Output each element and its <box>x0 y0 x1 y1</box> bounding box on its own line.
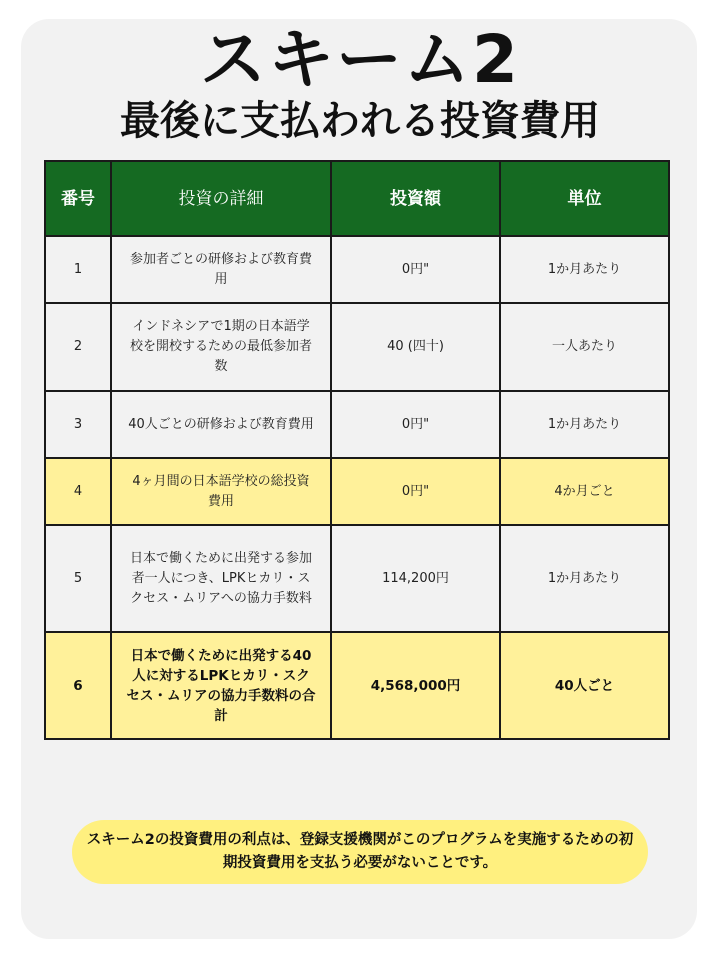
row-number: 5 <box>45 525 111 632</box>
row-number: 4 <box>45 458 111 525</box>
row-number: 3 <box>45 391 111 458</box>
table-row <box>45 391 669 458</box>
header-number: 番号 <box>45 161 111 236</box>
table-row <box>45 525 669 632</box>
row-unit: 4か月ごと <box>500 458 669 525</box>
row-number: 6 <box>45 632 111 739</box>
page-subtitle: 最後に支払われる投資費用 <box>120 98 600 144</box>
row-amount: 0円" <box>331 391 500 458</box>
row-detail: 4ヶ月間の日本語学校の総投資費用 <box>111 458 331 525</box>
row-unit: 1か月あたり <box>500 236 669 303</box>
row-amount: 4,568,000円 <box>331 632 500 739</box>
table-row <box>45 458 669 525</box>
row-detail: 参加者ごとの研修および教育費用 <box>111 236 331 303</box>
row-unit: 一人あたり <box>500 303 669 391</box>
table-row <box>45 236 669 303</box>
row-unit: 1か月あたり <box>500 525 669 632</box>
row-unit: 1か月あたり <box>500 391 669 458</box>
header-amount: 投資額 <box>331 161 500 236</box>
benefit-note-text: スキーム2の投資費用の利点は、登録支援機関がこのプログラムを実施するための初期投資費用を支払う必要がないことです。 <box>86 832 634 871</box>
row-amount: 0円" <box>331 458 500 525</box>
benefit-note <box>72 820 648 884</box>
row-amount: 114,200円 <box>331 525 500 632</box>
row-detail: 40人ごとの研修および教育費用 <box>111 391 331 458</box>
row-detail: 日本で働くために出発する40人に対するLPKヒカリ・スクセス・ムリアの協力手数料の合計 <box>111 632 331 739</box>
table-row <box>45 632 669 739</box>
table-header-row <box>45 161 669 236</box>
row-amount: 40 (四十) <box>331 303 500 391</box>
row-detail: 日本で働くために出発する参加者一人につき、LPKヒカリ・スクセス・ムリアへの協力手数料 <box>111 525 331 632</box>
header-unit: 単位 <box>500 161 669 236</box>
row-number: 2 <box>45 303 111 391</box>
table-row <box>45 303 669 391</box>
row-detail: インドネシアで1期の日本語学校を開校するための最低参加者数 <box>111 303 331 391</box>
investment-table <box>44 160 670 740</box>
row-amount: 0円" <box>331 236 500 303</box>
row-unit: 40人ごと <box>500 632 669 739</box>
header-detail: 投資の詳細 <box>111 161 331 236</box>
row-number: 1 <box>45 236 111 303</box>
page-title: スキーム2 <box>200 21 520 98</box>
